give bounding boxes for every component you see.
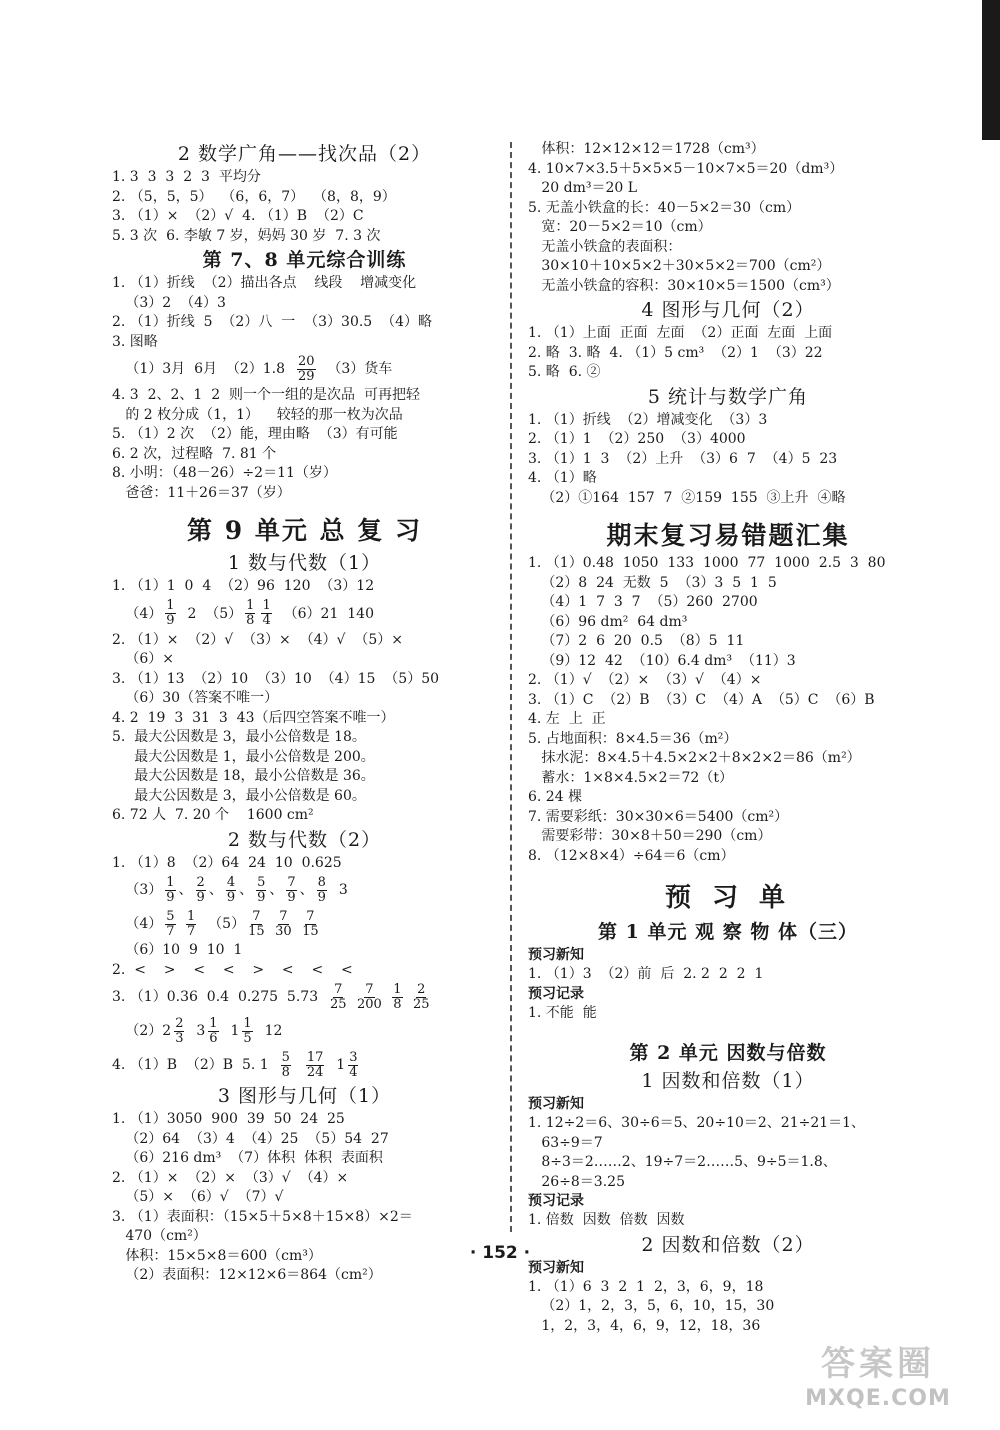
answer-line: 5. 略 6. ② xyxy=(528,364,601,380)
answer-line: （2）8 24 无数 5 （3）3 5 1 5 xyxy=(528,574,777,591)
sub-heading: 预习记录 xyxy=(528,985,584,1002)
answer-line: 470（cm²） xyxy=(112,1228,207,1244)
fraction: $\frac{7}{25}$ xyxy=(330,981,347,1012)
answer-line: 爸爸：11＋26＝37（岁） xyxy=(112,484,291,501)
section-title: 1 数与代数（1） xyxy=(227,552,382,574)
answer-line: （6）216 dm³ （7）体积 体积 表面积 xyxy=(112,1150,383,1166)
answer-line: 1. （1）0.48 1050 133 1000 77 1000 2.5 3 80 xyxy=(528,555,886,571)
answer-line: 4. （1）略 xyxy=(528,470,597,486)
answer-line: 宽：20－5×2＝10（cm） xyxy=(528,219,712,235)
answer-line: （5）× （6）√ （7）√ xyxy=(112,1189,284,1205)
answer-block xyxy=(528,140,928,296)
section-title: 第 2 单元 因数与倍数 xyxy=(629,1042,827,1064)
answer-block xyxy=(528,411,928,509)
answer-line: 30×10＋10×5×2＋30×5×2＝700（cm²） xyxy=(528,258,831,274)
answer-line: 2. < > < < > < < < xyxy=(112,961,353,978)
fraction: $\frac{2}{9}$ xyxy=(196,874,205,905)
answer-line: （3）2 （4）3 xyxy=(112,294,226,311)
answer-line: 6. 24 棵 xyxy=(528,789,583,805)
answer-line: （6）10 9 10 1 xyxy=(112,942,243,958)
answer-line: （4） $\frac{5}{7}$ $\frac{1}{7}$ （5） $\frac{7}{15}$ $\frac{7}{30}$ $\frac{7}{15}$ xyxy=(112,908,319,939)
answer-line: 8. 小明：（48－26）÷2＝11（岁） xyxy=(112,465,337,481)
answer-line: 8÷3＝2……2、19÷7＝2……5、9÷5＝1.8、 xyxy=(528,1154,837,1170)
answer-block xyxy=(112,386,497,503)
answer-line: （7）2 6 20 0.5 （8）5 11 xyxy=(528,633,745,649)
answer-line: 最大公因数是 18，最小公倍数是 36。 xyxy=(112,768,375,784)
answer-line: （2）64 （3）4 （4）25 （5）54 27 xyxy=(112,1130,389,1147)
answer-line: （3） $\frac{1}{9}$ 、 $\frac{2}{9}$ 、 $\frac{4}{9}$ 、 $\frac{5}{9}$ 、 $\frac{7}{9}$ 、 $\frac{8}{9}$ 3 xyxy=(112,874,348,905)
answer-block xyxy=(112,854,497,874)
watermark-site: MXQE.COM xyxy=(805,1386,951,1411)
section-title: 5 统计与数学广角 xyxy=(647,385,809,408)
answer-line: 1. （1）3 （2）前 后 2. 2 2 2 1 xyxy=(528,966,764,982)
answer-line: 2. （5，5，5） （6，6，7） （8，8，9） xyxy=(112,188,396,205)
answer-line: 需要彩带：30×8＋50＝290（cm） xyxy=(528,828,772,844)
answer-line: （6）× xyxy=(112,651,174,667)
answer-line: 4. 3 2、2、1 2 则一个一组的是次品 可再把轻 xyxy=(112,387,420,403)
fraction: $\frac{4}{9}$ xyxy=(226,874,236,905)
sub-heading: 预习记录 xyxy=(528,1193,584,1209)
answer-line: 5. 无盖小铁盒的长：40－5×2＝30（cm） xyxy=(528,199,801,216)
answer-line: 1. （1）1 0 4 （2）96 120 （3）12 xyxy=(112,578,375,594)
answer-line: 3. 图略 xyxy=(112,333,158,350)
answer-line: 3. （1）13 （2）10 （3）10 （4）15 （5）50 xyxy=(112,670,440,687)
section-title: 2 数与代数（2） xyxy=(227,828,382,851)
answer-line: 体积：12×12×12＝1728（cm³） xyxy=(528,141,765,157)
fraction: $\frac{1}{9}$ xyxy=(166,874,175,905)
answer-line: 3. （1）C （2）B （3）C （4）A （5）C （6）B xyxy=(528,691,875,708)
answer-line: 26÷8＝3.25 xyxy=(528,1173,625,1190)
answer-line: 2. （1）1 （2）250 （3）4000 xyxy=(528,431,746,447)
answer-line: 5. （1）2 次 （2）能，理由略 （3）有可能 xyxy=(112,426,398,442)
sub-heading: 预习新知 xyxy=(528,947,584,963)
answer-line: 1. （1）上面 正面 左面 （2）正面 左面 上面 xyxy=(528,325,833,341)
section-title: 2 因数和倍数（2） xyxy=(641,1233,815,1256)
answer-line: （4） $\frac{1}{9}$ 2 （5） $\frac{1}{8}$ $\frac{1}{4}$ （6）21 140 xyxy=(112,598,374,628)
answer-line: （1）3月 6月 （2）1.8 $\frac{20}{29}$ （3）货车 xyxy=(112,353,393,384)
answer-block xyxy=(112,168,497,246)
fraction: $\frac{8}{9}$ xyxy=(317,874,326,905)
section-title: 1 因数和倍数（1） xyxy=(641,1070,815,1092)
answer-block xyxy=(112,274,497,352)
fraction: $\frac{7}{200}$ xyxy=(357,981,382,1012)
answer-line: 5. 占地面积：8×4.5＝36（m²） xyxy=(528,730,738,747)
answer-line: （4）1 7 3 7 （5）260 2700 xyxy=(528,594,758,610)
answer-block xyxy=(528,324,928,383)
fraction: $\frac{1}{7}$ xyxy=(187,908,196,939)
answer-line: 8. （12×8×4）÷64＝6（cm） xyxy=(528,847,735,864)
answer-line: 4. 2 19 3 31 3 43（后四空答案不唯一） xyxy=(112,709,395,726)
answer-line: 蓄水：1×8×4.5×2＝72（t） xyxy=(528,769,733,786)
fraction: $\frac{7}{9}$ xyxy=(287,874,296,905)
answer-line: 20 dm³＝20 L xyxy=(528,180,638,196)
answer-line: 6. 72 人 7. 20 个 1600 cm² xyxy=(112,807,314,823)
answer-line: （2）表面积：12×12×6＝864（cm²） xyxy=(112,1267,382,1283)
page-edge-tab xyxy=(982,0,1000,140)
answer-line: 4. （1）B （2）B 5. 1 $\frac{5}{8}$ $\frac{17}{24}$ 1 $\frac{3}{4}$ xyxy=(112,1049,358,1080)
fraction: $\frac{7}{30}$ xyxy=(275,908,292,939)
answer-line: （6）30（答案不唯一） xyxy=(112,690,279,706)
answer-line: 1. 倍数 因数 倍数 因数 xyxy=(528,1212,685,1228)
answer-line: 3. （1）0.36 0.4 0.275 5.73 $\frac{7}{25}$ $\frac{7}{200}$ $\frac{1}{8}$ $\frac{2}{25}$ xyxy=(112,981,430,1012)
answer-line: 1. （1）折线 （2）增减变化 （3）3 xyxy=(528,411,768,428)
section-title: 2 数学广角——找次品（2） xyxy=(177,143,432,165)
answer-line: 无盖小铁盒的表面积： xyxy=(528,238,682,255)
left-column xyxy=(112,140,497,1286)
section-title: 第 7、8 单元综合训练 xyxy=(202,249,407,271)
answer-line: 1. （1）折线 （2）描出各点 线段 增减变化 xyxy=(112,275,417,291)
page-number: · 152 · xyxy=(469,1243,531,1263)
unit-title: 预 习 单 xyxy=(664,883,792,913)
answer-line: （2）①164 157 7 ②159 155 ③上升 ④略 xyxy=(528,489,846,506)
answer-line: 2. （1）√ （2）× （3）√ （4）× xyxy=(528,672,762,688)
section-title: 4 图形与几何（2） xyxy=(641,299,815,321)
answer-line: （6）96 dm² 64 dm³ xyxy=(528,613,688,630)
answer-line: 3. （1）× （2）√ 4. （1）B （2）C xyxy=(112,208,364,224)
answer-line: 最大公因数是 1，最小公倍数是 200。 xyxy=(112,748,375,765)
answer-line: （9）12 42 （10）6.4 dm³ （11）3 xyxy=(528,652,796,669)
answer-block xyxy=(528,1114,928,1192)
answer-line: 2. 略 3. 略 4. （1）5 cm³ （2）1 （3）22 xyxy=(528,344,823,361)
answer-block xyxy=(112,631,497,826)
answer-line: 3. （1）表面积：（15×5＋5×8＋15×8）×2＝ xyxy=(112,1208,413,1225)
answer-line: 体积：15×5×8＝600（cm³） xyxy=(112,1247,322,1264)
answer-line: 的 2 枚分成（1，1） 较轻的那一枚为次品 xyxy=(112,406,403,423)
answer-line: 1. 12÷2＝6、30÷6＝5、20÷10＝2、21÷21＝1、 xyxy=(528,1115,866,1131)
fraction: $\frac{7}{15}$ xyxy=(302,908,319,939)
answer-block xyxy=(528,554,928,866)
answer-line: （2）1，2，3，5，6，10，15，30 xyxy=(528,1298,775,1314)
answer-line: 最大公因数是 3，最小公倍数是 60。 xyxy=(112,787,366,804)
section-title: 3 图形与几何（1） xyxy=(217,1085,392,1107)
watermark-chars: 答案圈 xyxy=(821,1344,935,1384)
fraction: $\frac{2}{25}$ xyxy=(413,981,430,1012)
answer-line: （2）2 $\frac{2}{3}$ 3 $\frac{1}{6}$ 1 $\frac{1}{5}$ 12 xyxy=(112,1015,283,1046)
answer-line: 5. 最大公因数是 3，最小公倍数是 18。 xyxy=(112,729,366,745)
answer-line: 1，2，3，4，6，9，12，18，36 xyxy=(528,1317,761,1334)
answer-line: 63÷9＝7 xyxy=(528,1134,603,1151)
answer-line: 无盖小铁盒的容积：30×10×5＝1500（cm³） xyxy=(528,277,840,294)
answer-line: 1. （1）3050 900 39 50 24 25 xyxy=(112,1111,345,1127)
fraction: $\frac{20}{29}$ xyxy=(297,353,315,384)
answer-line: 抹水泥：8×4.5＋4.5×2×2＋8×2×2＝86（m²） xyxy=(528,750,861,766)
answer-line: 2. （1）× （2）× （3）√ （4）× xyxy=(112,1169,349,1186)
answer-line: 6. 2 次，过程略 7. 81 个 xyxy=(112,445,277,462)
answer-line: 2. （1）× （2）√ （3）× （4）√ （5）× xyxy=(112,631,403,648)
answer-line: 7. 需要彩纸：30×30×6＝5400（cm²） xyxy=(528,808,789,825)
answer-line: 4. 10×7×3.5＋5×5×5－10×7×5＝20（dm³） xyxy=(528,160,844,177)
unit-title: 第 9 单元 总 复 习 xyxy=(187,516,422,545)
answer-line: 4. 左 上 正 xyxy=(528,711,606,727)
watermark-logo xyxy=(778,1342,978,1422)
answer-line: 1. 3 3 3 2 3 平均分 xyxy=(112,169,261,185)
answer-line: 1. 不能 能 xyxy=(528,1004,597,1021)
answer-line: 1. （1）8 （2）64 24 10 0.625 xyxy=(112,854,342,871)
column-divider xyxy=(510,142,512,1232)
fraction: $\frac{7}{15}$ xyxy=(248,908,265,939)
unit-title: 期末复习易错题汇集 xyxy=(606,521,850,550)
answer-block xyxy=(112,941,497,980)
section-title: 第 1 单元 观 察 物 体（三） xyxy=(598,921,858,943)
answer-line: 3. （1）1 3 （2）上升 （3）6 7 （4）5 23 xyxy=(528,450,838,467)
fraction: $\frac{5}{7}$ xyxy=(166,908,175,939)
fraction: $\frac{5}{9}$ xyxy=(257,874,266,905)
sub-heading: 预习新知 xyxy=(528,1259,584,1276)
answer-line: 5. 3 次 6. 李敏 7 岁，妈妈 30 岁 7. 3 次 xyxy=(112,227,381,244)
fraction: $\frac{1}{8}$ xyxy=(393,981,402,1012)
right-column xyxy=(528,140,928,1336)
answer-line: 2. （1）折线 5 （2）八 一 （3）30.5 （4）略 xyxy=(112,314,433,330)
answer-block xyxy=(112,577,497,597)
sub-heading: 预习新知 xyxy=(528,1096,584,1112)
answer-block xyxy=(528,1278,928,1337)
answer-line: 1. （1）6 3 2 1 2，3，6，9，18 xyxy=(528,1278,764,1295)
